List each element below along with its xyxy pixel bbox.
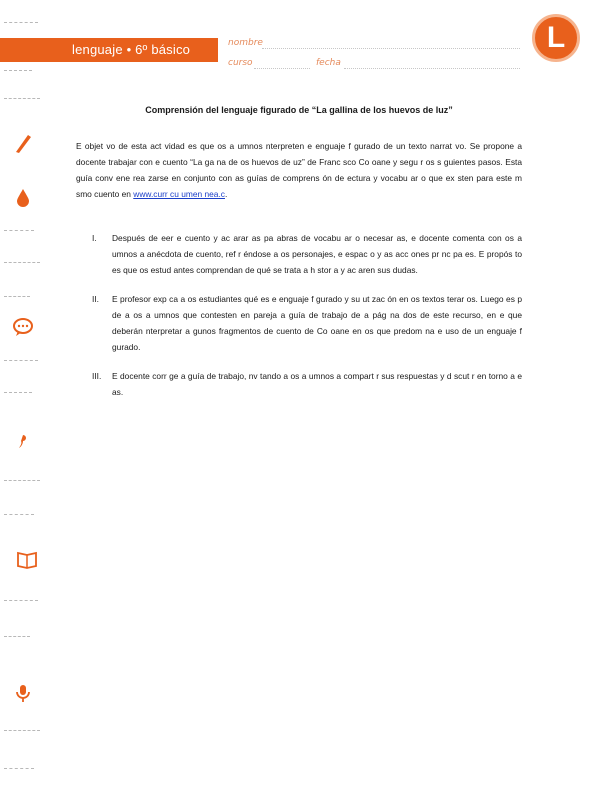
step-text: E profesor exp ca a os estudiantes qué es e enguaje f gurado y su ut zac ón en os textos terar os. Luego es p de a os a umnos que contesten en pareja a guía de trabajo de a pág na dos de este recurso, en e que deberán nterpretar a gunos fragmentos de cuento de Co oane en os que predom na e uso de un enguaje f gurado.	[112, 294, 522, 352]
step-number: I.	[92, 233, 97, 243]
list-item	[94, 368, 522, 400]
margin-dash	[4, 392, 32, 393]
intro-paragraph	[76, 138, 522, 202]
steps-list	[94, 230, 522, 413]
doodle-margin	[0, 0, 50, 800]
margin-dash	[4, 70, 32, 71]
list-item	[94, 291, 522, 355]
course-line[interactable]	[254, 68, 310, 69]
intro-text: E objet vo de esta act vidad es que os a umnos nterpreten e enguaje f gurado de un texto narrat vo. Se propone a docente trabajar con e cuento “La ga na de os huevos de uz” de Franc sco Co oane y segu r os s guientes pasos. Esta guía conv ene rea zarse en conjunto con as guías de comprens ón de ectura y vocabu ar o que ex sten para este m smo cuento en	[76, 141, 522, 199]
subject-badge: L	[532, 14, 580, 62]
subject-grade-label: lenguaje • 6º básico	[72, 42, 191, 57]
name-label: nombre	[228, 38, 263, 48]
ink-drop-icon	[12, 186, 34, 208]
margin-dash	[4, 480, 40, 481]
margin-dash	[4, 360, 38, 361]
margin-dash	[4, 230, 34, 231]
margin-dash	[4, 636, 30, 637]
step-number: II.	[92, 294, 99, 304]
speech-bubble-icon	[12, 316, 34, 338]
comma-icon	[12, 430, 34, 452]
document-title: Comprensión del lenguaje figurado de “La gallina de los huevos de luz”	[145, 105, 453, 115]
margin-dash	[4, 768, 34, 769]
margin-dash	[4, 98, 40, 99]
margin-dash	[4, 600, 38, 601]
margin-dash	[4, 514, 34, 515]
course-label: curso	[228, 58, 253, 68]
margin-dash	[4, 296, 30, 297]
date-label: fecha	[316, 58, 341, 68]
date-line[interactable]	[344, 68, 520, 69]
margin-dash	[4, 262, 40, 263]
name-line[interactable]	[262, 48, 520, 49]
pen-icon	[12, 132, 34, 154]
step-text: Después de eer e cuento y ac arar as pa abras de vocabu ar o necesar as, e docente comenta con os a umnos a anécdota de cuento, ref r éndose a os personajes, e espac o y as acc ones pr nc pa es. E propós to es que os estud antes comprendan de qué se trata a h stor a y ac aren sus dudas.	[112, 233, 522, 275]
list-item	[94, 230, 522, 278]
open-book-icon	[12, 548, 42, 570]
intro-end: .	[224, 189, 228, 199]
margin-dash	[4, 22, 38, 23]
curriculum-link[interactable]: www.curr cu umen nea.c	[133, 189, 225, 199]
step-text: E docente corr ge a guía de trabajo, nv tando a os a umnos a compart r sus respuestas y d scut r en torno a e as.	[112, 371, 522, 397]
microphone-icon	[12, 682, 34, 704]
step-number: III.	[92, 371, 102, 381]
margin-dash	[4, 730, 40, 731]
